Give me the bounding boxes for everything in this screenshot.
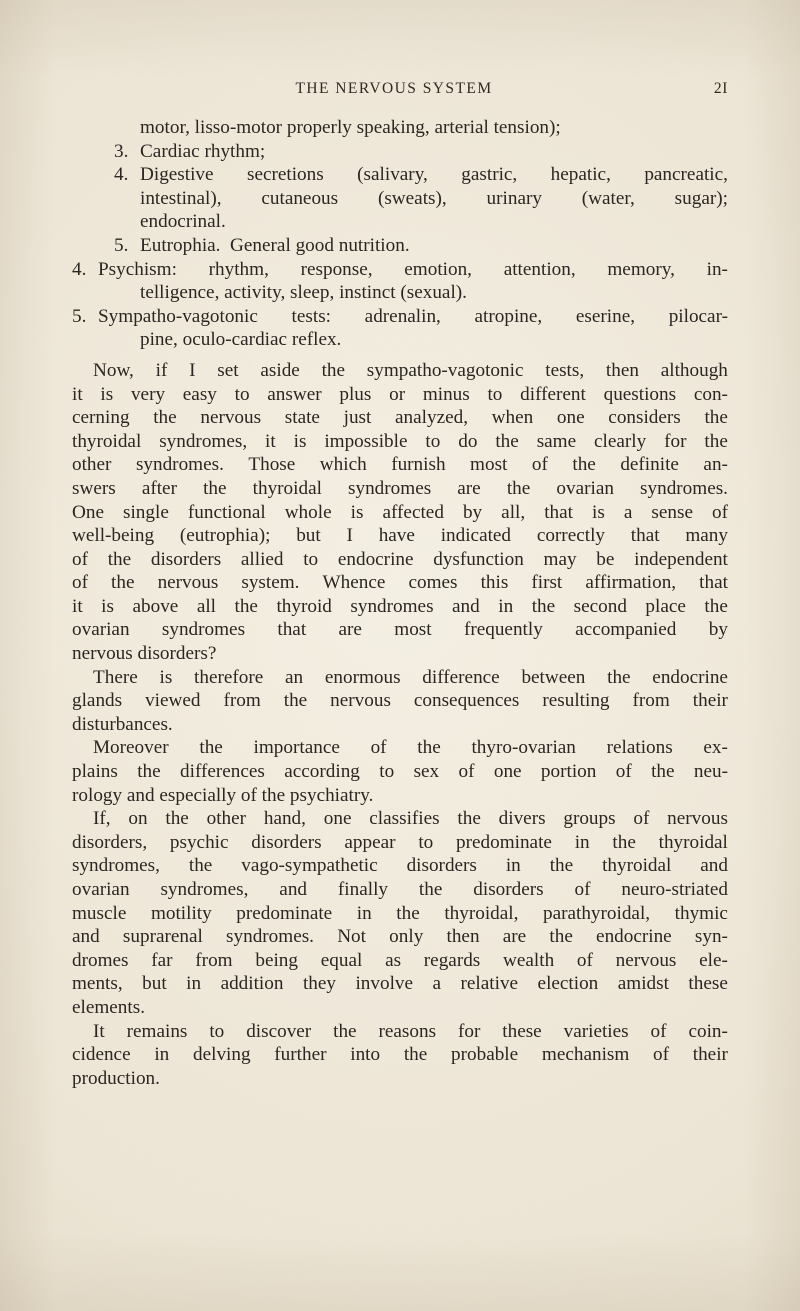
paragraph-line: dromes far from being equal as regards wealth of nervous ele- <box>72 949 728 971</box>
list-item-continuation: pine, oculo-cardiac reflex. <box>140 329 342 351</box>
running-head <box>72 80 728 102</box>
paragraph-line: ovarian syndromes that are most frequently accompanied by <box>72 619 728 641</box>
list-item-number: 3. <box>114 140 129 162</box>
text-block <box>72 116 728 1090</box>
paragraph-line: It remains to discover the reasons for these varieties of coin- <box>93 1020 728 1042</box>
paragraph-line: glands viewed from the nervous consequences resulting from their <box>72 690 728 712</box>
list-item-continuation: intestinal), cutaneous (sweats), urinary (water, sugar); <box>140 187 728 209</box>
paragraph-line: well-being (eutrophia); but I have indicated correctly that many <box>72 525 728 547</box>
carryover-line: motor, lisso-motor properly speaking, arterial tension); <box>140 117 561 138</box>
paragraph-line: thyroidal syndromes, it is impossible to do the same clearly for the <box>72 430 728 452</box>
paragraph-line: it is very easy to answer plus or minus to different questions con- <box>72 383 728 405</box>
paragraph-line: elements. <box>72 996 145 1018</box>
list-item <box>72 234 728 258</box>
list-item-continuation: telligence, activity, sleep, instinct (sexual). <box>140 282 467 304</box>
paragraph-line: cerning the nervous state just analyzed, when one considers the <box>72 407 728 429</box>
paragraph-line: Now, if I set aside the sympatho-vagotonic tests, then although <box>93 359 728 381</box>
paragraph-line: of the disorders allied to endocrine dysfunction may be independent <box>72 548 728 570</box>
list-item-number: 4. <box>72 258 87 280</box>
list-item-text: Cardiac rhythm; <box>140 140 266 162</box>
paragraph-line: production. <box>72 1067 160 1089</box>
paragraph-line: and suprarenal syndromes. Not only then are the endocrine syn- <box>72 926 728 948</box>
paragraph-line: ments, but in addition they involve a relative election amidst these <box>72 973 728 995</box>
list-item-number: 5. <box>114 234 129 256</box>
para-moreover <box>72 736 728 807</box>
paragraph-line: it is above all the thyroid syndromes and in the second place the <box>72 595 728 617</box>
paragraph-line: nervous disorders? <box>72 643 217 665</box>
paragraph-line: swers after the thyroidal syndromes are the ovarian syndromes. <box>72 477 728 499</box>
list-item-text: Psychism: rhythm, response, emotion, attention, memory, in- <box>98 258 728 280</box>
list-item-number: 5. <box>72 305 87 327</box>
list-item-text: Digestive secretions (salivary, gastric, hepatic, pancreatic, <box>140 164 728 186</box>
list-item <box>72 140 728 164</box>
paragraph-line: disturbances. <box>72 713 173 735</box>
paragraph-line: plains the differences according to sex of one portion of the neu- <box>72 761 728 783</box>
paragraph-line: rology and especially of the psychiatry. <box>72 784 374 806</box>
paragraph-line: of the nervous system. Whence comes this first affirmation, that <box>72 572 728 594</box>
paragraph-line: One single functional whole is affected by all, that is a sense of <box>72 501 728 523</box>
paragraph-line: Moreover the importance of the thyro-ovarian relations ex- <box>93 737 728 759</box>
list-item-text: Sympatho-vagotonic tests: adrenalin, atropine, eserine, pilocar- <box>98 305 728 327</box>
paragraph-line: There is therefore an enormous difference between the endocrine <box>93 666 728 688</box>
paragraph-line: muscle motility predominate in the thyroidal, parathyroidal, thymic <box>72 902 728 924</box>
list-item-number: 4. <box>114 164 129 186</box>
list-item-continuation: endocrinal. <box>140 211 226 233</box>
list-item <box>72 258 728 282</box>
paragraph-line: syndromes, the vago-sympathetic disorders in the thyroidal and <box>72 855 728 877</box>
block-spacer <box>72 352 728 359</box>
page-number: 2I <box>713 80 728 97</box>
list-item <box>72 163 728 187</box>
paragraph-line: other syndromes. Those which furnish most of the definite an- <box>72 454 728 476</box>
paragraph-line: cidence in delving further into the probable mechanism of their <box>72 1044 728 1066</box>
para-there <box>72 666 728 737</box>
para-remains <box>72 1020 728 1091</box>
page-title: THE NERVOUS SYSTEM <box>295 80 493 97</box>
para-if <box>72 807 728 1019</box>
list-item-text: Eutrophia. General good nutrition. <box>140 234 410 256</box>
paragraph-line: ovarian syndromes, and finally the disorders of neuro-striated <box>72 879 728 900</box>
paragraph-line: disorders, psychic disorders appear to predominate in the thyroidal <box>72 831 728 853</box>
para-now <box>72 359 728 666</box>
paragraph-line: If, on the other hand, one classifies the divers groups of nervous <box>93 808 728 830</box>
list-item <box>72 305 728 329</box>
